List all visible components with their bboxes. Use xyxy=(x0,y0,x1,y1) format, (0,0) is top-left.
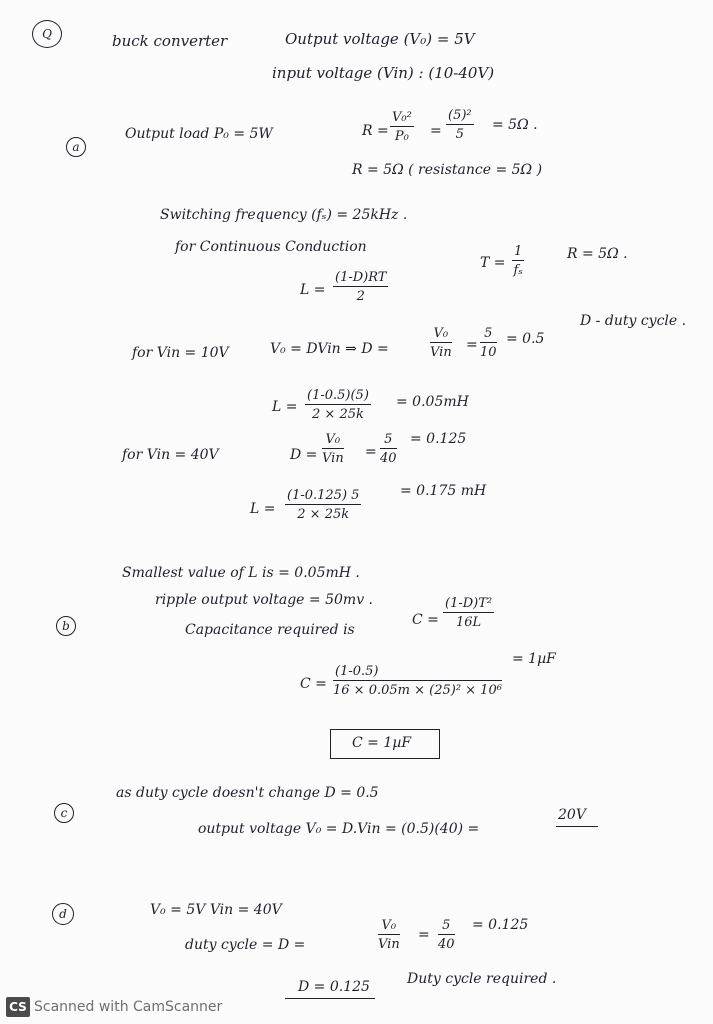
output-voltage: output voltage V₀ = D.Vin = (0.5)(40) = xyxy=(198,821,480,837)
dd-fraction-2: $\frac{5}{40}$ xyxy=(438,918,455,952)
l2-rhs: = 0.175 mH xyxy=(400,483,487,499)
part-a-label: a xyxy=(66,137,86,157)
r-fraction-2: $\frac{\text{(5)²}}{5}$ xyxy=(448,108,472,142)
d-fraction-2: $\frac{5}{10}$ xyxy=(480,326,497,360)
r-mid: = xyxy=(430,123,442,139)
d40-fraction-2: $\frac{5}{40}$ xyxy=(380,432,397,466)
smallest-value: Smallest value of L is = 0.05mH . xyxy=(122,565,360,581)
d40-mid: = xyxy=(365,444,377,460)
camscanner-text: Scanned with CamScanner xyxy=(34,999,223,1015)
l1-fraction: $\frac{(1-0.5)(5)}{2 \times 25k}$ xyxy=(307,388,369,422)
r-lhs: R = xyxy=(362,123,389,139)
output-voltage-result: 20V xyxy=(558,807,586,823)
l-fraction: $\frac{(1-D)RT}{2}$ xyxy=(335,270,387,304)
load-line: Output load P₀ = 5W xyxy=(125,126,273,142)
camscanner-watermark xyxy=(6,997,222,1017)
l1-lhs: L = xyxy=(272,399,298,415)
c-result: C = 1µF xyxy=(352,735,412,751)
l2-lhs: L = xyxy=(250,501,276,517)
header-vin: input voltage (Vin) : (10-40V) xyxy=(272,64,495,82)
d40-fraction: V₀ Vin xyxy=(322,432,344,466)
l1-rhs: = 0.05mH xyxy=(396,394,469,410)
d-rhs: = 0.5 xyxy=(506,331,545,347)
vin10-label: for Vin = 10V xyxy=(132,345,229,361)
part-b-label: b xyxy=(56,616,76,636)
vin40-label: for Vin = 40V xyxy=(122,447,219,463)
duty-cycle-lhs: duty cycle = D = xyxy=(185,937,306,953)
r-note: R = 5Ω . xyxy=(567,246,628,262)
result-underline xyxy=(556,826,598,827)
switching-frequency: Switching frequency (fₛ) = 25kHz . xyxy=(160,207,408,223)
header-vout: Output voltage (V₀) = 5V xyxy=(285,30,475,48)
camscanner-logo: CS xyxy=(6,997,30,1017)
l2-fraction: $\frac{(1-0.125) 5}{2 \times 25k}$ xyxy=(287,488,360,522)
dd-mid: = xyxy=(418,927,430,943)
duty-unchanged: as duty cycle doesn't change D = 0.5 xyxy=(116,785,379,801)
vin10-eq: V₀ = DVin ⇒ D = xyxy=(270,341,389,357)
c2-fraction: $\frac{(1-0.5)}{\text{16 × 0.05m × (25)² × 10⁶}}$ xyxy=(333,664,502,698)
r-result: R = 5Ω ( resistance = 5Ω ) xyxy=(352,162,543,178)
t-lhs: T = xyxy=(480,255,506,271)
c-lhs: C = xyxy=(412,612,439,628)
r-rhs: = 5Ω . xyxy=(492,117,538,133)
continuous-conduction: for Continuous Conduction xyxy=(175,239,367,255)
dd-rhs: = 0.125 xyxy=(472,917,529,933)
part-c-label: c xyxy=(54,803,74,823)
part-d-label: d xyxy=(52,903,74,925)
dd-fraction: V₀ Vin xyxy=(378,918,400,952)
header-buck: buck converter xyxy=(112,32,228,50)
c2-lhs: C = xyxy=(300,676,327,692)
duty-result: D = 0.125 xyxy=(298,979,370,995)
d-note: D - duty cycle . xyxy=(580,313,687,329)
l-lhs: L = xyxy=(300,282,326,298)
question-label: Q xyxy=(32,20,62,48)
t-fraction: $\frac{1}{\text{fₛ}}$ xyxy=(513,244,523,278)
given-values: V₀ = 5V Vin = 40V xyxy=(150,902,282,918)
d-mid: = xyxy=(466,337,478,353)
d40-lhs: D = xyxy=(290,447,318,463)
d-fraction: V₀ Vin xyxy=(430,326,452,360)
duty-required-note: Duty cycle required . xyxy=(407,971,557,987)
ripple-output: ripple output voltage = 50mv . xyxy=(155,592,373,608)
duty-result-underline xyxy=(285,998,375,999)
d40-rhs: = 0.125 xyxy=(410,431,467,447)
c-fraction: $\frac{\text{(1-D)T²}}{16L}$ xyxy=(445,596,493,630)
capacitance-required: Capacitance required is xyxy=(185,622,355,638)
c2-rhs: = 1µF xyxy=(512,651,556,667)
r-fraction: $\frac{\text{V₀²}}{\text{P₀}}$ xyxy=(392,110,412,144)
